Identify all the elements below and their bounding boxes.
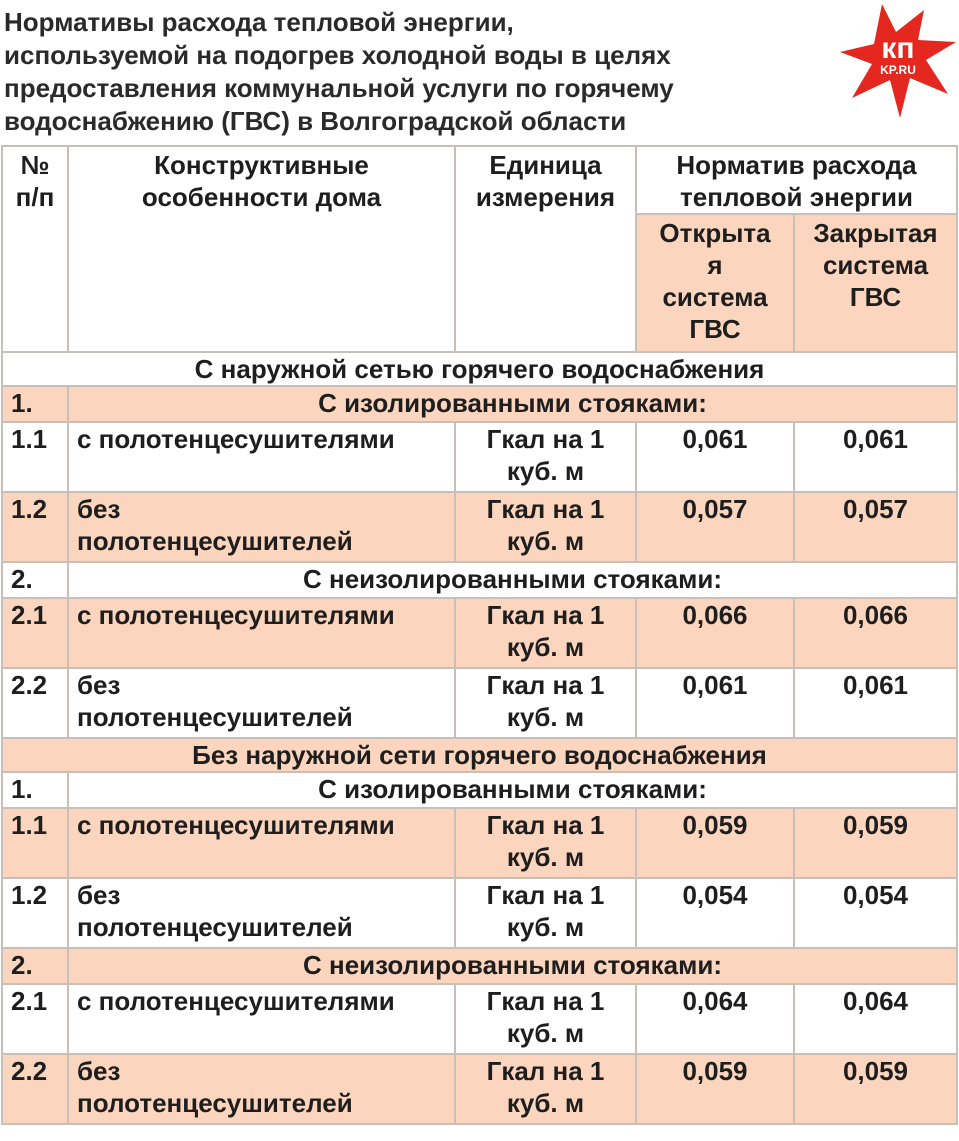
open-system-value: 0,059 bbox=[636, 1054, 794, 1124]
description-line: с полотенцесушителями bbox=[77, 810, 395, 840]
unit-line: куб. м bbox=[506, 842, 585, 872]
description-line: без bbox=[77, 670, 121, 700]
open-system-value: 0,061 bbox=[636, 668, 794, 738]
row-num: 1.2 bbox=[2, 492, 68, 562]
unit-line: куб. м bbox=[506, 456, 585, 486]
header-features bbox=[68, 146, 455, 352]
description-line: без bbox=[77, 880, 121, 910]
row-unit bbox=[455, 984, 636, 1054]
header-unit-line: измерения bbox=[475, 182, 616, 212]
page-title bbox=[4, 6, 824, 138]
unit-line: куб. м bbox=[506, 912, 585, 942]
norm-table bbox=[1, 145, 958, 1125]
unit-line: Гкал на 1 bbox=[486, 670, 605, 700]
row-unit bbox=[455, 878, 636, 948]
closed-system-value: 0,061 bbox=[794, 422, 957, 492]
unit-line: Гкал на 1 bbox=[486, 1056, 605, 1086]
row-description bbox=[68, 598, 455, 668]
header-row bbox=[2, 146, 957, 214]
row-num: 2.1 bbox=[2, 598, 68, 668]
group-num: 1. bbox=[2, 386, 68, 422]
title-line: водоснабжению (ГВС) в Волгоградской области bbox=[4, 106, 627, 136]
group-title: С неизолированными стояками: bbox=[68, 948, 957, 984]
row-num: 2.2 bbox=[2, 1054, 68, 1124]
row-num: 1.1 bbox=[2, 422, 68, 492]
logo-text: кп bbox=[881, 32, 915, 65]
row-num: 2.2 bbox=[2, 668, 68, 738]
unit-line: Гкал на 1 bbox=[486, 986, 605, 1016]
unit-line: Гкал на 1 bbox=[486, 810, 605, 840]
row-description bbox=[68, 808, 455, 878]
unit-line: куб. м bbox=[506, 702, 585, 732]
header-closed-line: Закрытая bbox=[813, 218, 938, 248]
unit-line: Гкал на 1 bbox=[486, 600, 605, 630]
header-norm bbox=[636, 146, 957, 214]
table-row bbox=[2, 492, 957, 562]
closed-system-value: 0,066 bbox=[794, 598, 957, 668]
header-num-line: № bbox=[20, 150, 50, 180]
group-title: С неизолированными стояками: bbox=[68, 562, 957, 598]
kp-logo-icon bbox=[838, 2, 958, 120]
row-description bbox=[68, 984, 455, 1054]
group-title: С изолированными стояками: bbox=[68, 772, 957, 808]
title-line: предоставления коммунальной услуги по горячему bbox=[4, 73, 674, 103]
unit-line: Гкал на 1 bbox=[486, 494, 605, 524]
header-closed-line: ГВС bbox=[849, 282, 902, 312]
header-num-line: п/п bbox=[15, 182, 55, 212]
group-num: 1. bbox=[2, 772, 68, 808]
unit-line: куб. м bbox=[506, 1088, 585, 1118]
description-line: с полотенцесушителями bbox=[77, 424, 395, 454]
header-num bbox=[2, 146, 68, 352]
table-row bbox=[2, 1054, 957, 1124]
closed-system-value: 0,061 bbox=[794, 668, 957, 738]
header-open-system bbox=[636, 214, 794, 352]
header-closed-system bbox=[794, 214, 957, 352]
description-line: без bbox=[77, 494, 121, 524]
open-system-value: 0,061 bbox=[636, 422, 794, 492]
closed-system-value: 0,057 bbox=[794, 492, 957, 562]
description-line: полотенцесушителей bbox=[77, 526, 353, 556]
table-row bbox=[2, 422, 957, 492]
row-description bbox=[68, 422, 455, 492]
row-num: 1.1 bbox=[2, 808, 68, 878]
open-system-value: 0,054 bbox=[636, 878, 794, 948]
section-row bbox=[2, 352, 957, 386]
unit-line: куб. м bbox=[506, 526, 585, 556]
unit-line: куб. м bbox=[506, 632, 585, 662]
open-system-value: 0,059 bbox=[636, 808, 794, 878]
group-num: 2. bbox=[2, 562, 68, 598]
header-norm-line: Норматив расхода bbox=[676, 150, 917, 180]
table-row bbox=[2, 668, 957, 738]
title-line: Нормативы расхода тепловой энергии, bbox=[4, 7, 514, 37]
open-system-value: 0,064 bbox=[636, 984, 794, 1054]
closed-system-value: 0,054 bbox=[794, 878, 957, 948]
open-system-value: 0,057 bbox=[636, 492, 794, 562]
group-row bbox=[2, 562, 957, 598]
description-line: без bbox=[77, 1056, 121, 1086]
description-line: полотенцесушителей bbox=[77, 702, 353, 732]
header-open-line: ГВС bbox=[689, 314, 741, 344]
row-num: 1.2 bbox=[2, 878, 68, 948]
closed-system-value: 0,064 bbox=[794, 984, 957, 1054]
table-row bbox=[2, 878, 957, 948]
header-unit-line: Единица bbox=[489, 150, 602, 180]
header-open-line: я bbox=[707, 250, 723, 280]
header-open-line: Открыта bbox=[659, 218, 771, 248]
description-line: с полотенцесушителями bbox=[77, 600, 395, 630]
description-line: полотенцесушителей bbox=[77, 912, 353, 942]
header-open-line: система bbox=[662, 282, 768, 312]
title-line: используемой на подогрев холодной воды в целях bbox=[4, 40, 671, 70]
row-unit bbox=[455, 598, 636, 668]
row-unit bbox=[455, 808, 636, 878]
section-row bbox=[2, 738, 957, 772]
closed-system-value: 0,059 bbox=[794, 808, 957, 878]
group-row bbox=[2, 772, 957, 808]
header-features-line: Конструктивные bbox=[154, 150, 369, 180]
header-features-line: особенности дома bbox=[141, 182, 382, 212]
open-system-value: 0,066 bbox=[636, 598, 794, 668]
logo-subtext: KP.RU bbox=[880, 63, 916, 77]
unit-line: Гкал на 1 bbox=[486, 880, 605, 910]
row-unit bbox=[455, 1054, 636, 1124]
description-line: с полотенцесушителями bbox=[77, 986, 395, 1016]
row-description bbox=[68, 492, 455, 562]
row-unit bbox=[455, 422, 636, 492]
row-unit bbox=[455, 492, 636, 562]
row-description bbox=[68, 878, 455, 948]
row-unit bbox=[455, 668, 636, 738]
table-row bbox=[2, 984, 957, 1054]
header-norm-line: тепловой энергии bbox=[680, 182, 913, 212]
group-row bbox=[2, 948, 957, 984]
row-num: 2.1 bbox=[2, 984, 68, 1054]
group-row bbox=[2, 386, 957, 422]
table-row bbox=[2, 598, 957, 668]
unit-line: Гкал на 1 bbox=[486, 424, 605, 454]
unit-line: куб. м bbox=[506, 1018, 585, 1048]
group-num: 2. bbox=[2, 948, 68, 984]
row-description bbox=[68, 1054, 455, 1124]
section-title: С наружной сетью горячего водоснабжения bbox=[2, 352, 957, 386]
closed-system-value: 0,059 bbox=[794, 1054, 957, 1124]
header-closed-line: система bbox=[822, 250, 929, 280]
table-row bbox=[2, 808, 957, 878]
header-unit bbox=[455, 146, 636, 352]
row-description bbox=[68, 668, 455, 738]
group-title: С изолированными стояками: bbox=[68, 386, 957, 422]
description-line: полотенцесушителей bbox=[77, 1088, 353, 1118]
section-title: Без наружной сети горячего водоснабжения bbox=[2, 738, 957, 772]
